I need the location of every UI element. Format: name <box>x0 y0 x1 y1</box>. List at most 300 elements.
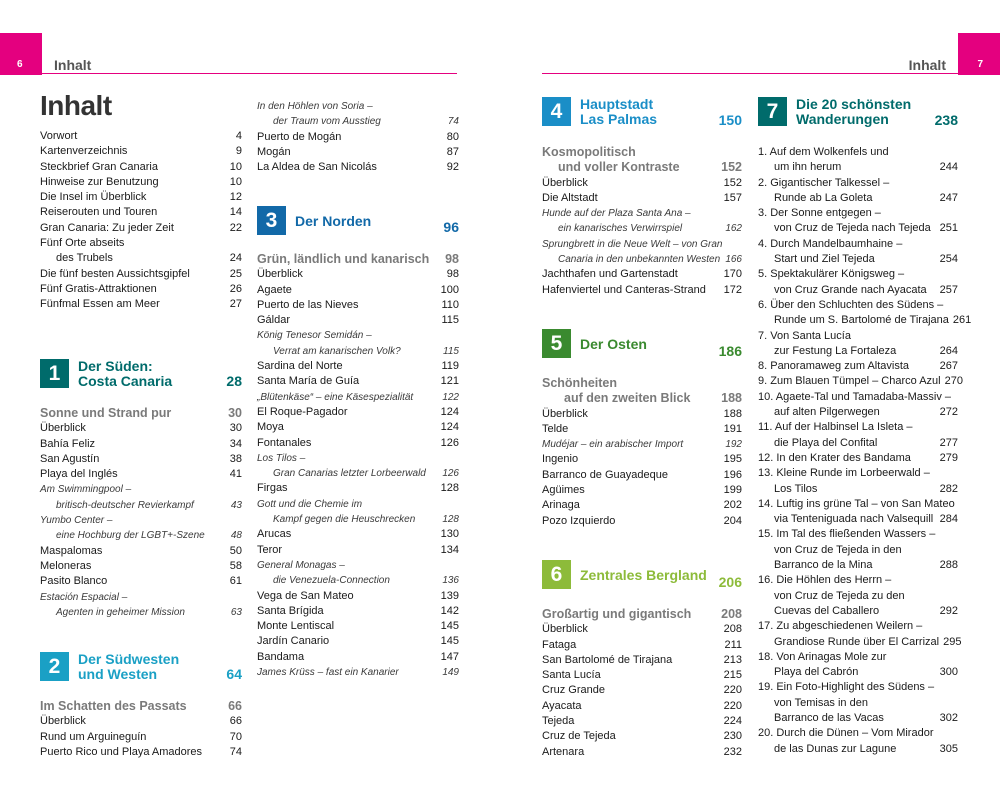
toc-entry-title: General Monagas – <box>257 559 345 571</box>
toc-entry-page: 188 <box>723 407 742 420</box>
toc-entry[interactable] <box>758 344 958 359</box>
toc-entry[interactable] <box>257 267 459 282</box>
chapter-4-page: 150 <box>718 112 742 128</box>
header-rule-left <box>41 73 457 74</box>
toc-entry-title: Gran Canarias letzter Lorbeerwald <box>273 468 426 480</box>
toc-entry[interactable] <box>758 527 958 542</box>
toc-entry-title: de las Dunas zur Lagune <box>774 742 897 755</box>
toc-entry-page: 30 <box>229 422 242 435</box>
toc-entry[interactable] <box>257 604 459 619</box>
chapter-2-heading[interactable] <box>40 652 242 682</box>
toc-entry[interactable] <box>542 237 742 252</box>
toc-entry-page: 58 <box>229 559 242 572</box>
toc-entry[interactable] <box>758 512 958 527</box>
toc-entry-title: Arucas <box>257 528 292 541</box>
toc-entry[interactable] <box>758 742 958 757</box>
toc-entry-page: 267 <box>939 360 958 373</box>
page-number-tab-left <box>0 33 42 75</box>
toc-entry-page: 300 <box>939 666 958 679</box>
toc-entry-page: 195 <box>723 453 742 466</box>
toc-entry-title: Ingenio <box>542 453 579 466</box>
toc-entry[interactable] <box>758 298 958 313</box>
toc-entry[interactable] <box>40 297 242 312</box>
toc-entry-page: 61 <box>229 575 242 588</box>
toc-entry[interactable] <box>758 650 958 665</box>
toc-entry[interactable] <box>257 405 459 420</box>
chapter-1-heading[interactable] <box>40 359 242 389</box>
toc-entry-page: 204 <box>723 514 742 527</box>
toc-entry-page: 152 <box>723 176 742 189</box>
toc-entry[interactable] <box>257 527 459 542</box>
toc-entry-page: 149 <box>442 667 459 679</box>
toc-entry[interactable] <box>542 699 742 714</box>
toc-entry[interactable] <box>257 497 459 512</box>
toc-entry[interactable] <box>257 589 459 604</box>
toc-entry[interactable] <box>257 543 459 558</box>
toc-entry-title: Runde ab La Goleta <box>774 191 873 204</box>
toc-entry-page: 80 <box>446 130 459 143</box>
chapter-5-subhead-page: 188 <box>721 391 742 406</box>
toc-entry-title: Jardín Canario <box>257 635 330 648</box>
toc-entry-title: zur Festung La Fortaleza <box>774 344 897 357</box>
chapter-2-list <box>40 699 242 760</box>
toc-entry[interactable] <box>40 129 242 144</box>
toc-entry[interactable] <box>758 665 958 680</box>
chapter-7-title-line1: Die 20 schönsten <box>796 96 912 112</box>
chapter-6-subhead[interactable] <box>542 607 742 622</box>
toc-entry[interactable] <box>542 422 742 437</box>
toc-entry[interactable] <box>40 175 242 190</box>
toc-entry[interactable] <box>758 420 958 435</box>
toc-entry[interactable] <box>257 344 459 359</box>
chapter-7-heading[interactable] <box>758 97 958 127</box>
toc-entry-page: 26 <box>229 282 242 295</box>
toc-entry-title: auf alten Pilgerwegen <box>774 406 880 419</box>
toc-entry-title: Fünf Orte abseits <box>40 237 125 250</box>
toc-entry-title: Puerto de las Nieves <box>257 298 359 311</box>
chapter-3-subhead[interactable] <box>257 252 459 267</box>
toc-entry[interactable] <box>40 498 242 513</box>
chapter-5-heading[interactable] <box>542 329 742 358</box>
toc-entry[interactable] <box>758 604 958 619</box>
toc-entry[interactable] <box>257 328 459 343</box>
toc-entry-title: 15. Im Tal des fließenden Wassers – <box>758 528 936 541</box>
chapter-4-subhead-line1: Kosmopolitisch <box>542 145 636 159</box>
toc-entry-title: Überblick <box>542 407 588 420</box>
toc-entry-page: 43 <box>230 499 242 511</box>
toc-entry[interactable] <box>758 436 958 451</box>
toc-entry[interactable] <box>542 483 742 498</box>
page-number-tab-right <box>958 33 1000 75</box>
toc-entry-title: Die fünf besten Aussichtsgipfel <box>40 267 190 280</box>
toc-entry[interactable] <box>758 726 958 741</box>
chapter-2-subhead[interactable] <box>40 699 242 714</box>
toc-entry-page: 10 <box>229 175 242 188</box>
toc-entry-page: 110 <box>441 298 459 311</box>
toc-entry[interactable] <box>542 191 742 206</box>
toc-entry[interactable] <box>257 130 459 145</box>
toc-entry-title: Pozo Izquierdo <box>542 514 616 527</box>
toc-entry[interactable] <box>758 237 958 252</box>
toc-entry[interactable] <box>40 144 242 159</box>
toc-entry[interactable] <box>542 221 742 236</box>
toc-entry[interactable] <box>40 482 242 497</box>
toc-entry[interactable] <box>257 481 459 496</box>
chapter-1-page: 28 <box>226 373 242 389</box>
toc-entry[interactable] <box>40 251 242 266</box>
toc-entry-title: Canaria in den unbekannten Westen <box>558 254 721 266</box>
chapter-6-heading[interactable] <box>542 560 742 589</box>
toc-entry-title: 14. Luftig ins grüne Tal – von San Mateo <box>758 497 955 510</box>
toc-entry-title: El Roque-Pagador <box>257 405 348 418</box>
toc-entry-title: die Playa del Confital <box>774 436 878 449</box>
toc-entry-page: 257 <box>939 283 958 296</box>
toc-entry[interactable] <box>40 205 242 220</box>
toc-entry-title: Firgas <box>257 482 288 495</box>
toc-entry-title: des Trubels <box>56 252 113 265</box>
toc-entry-page: 126 <box>440 436 459 449</box>
running-title-right: Inhalt <box>908 57 946 73</box>
toc-entry-title: 2. Gigantischer Talkessel – <box>758 176 890 189</box>
chapter-5-subhead[interactable] <box>542 376 742 407</box>
chapter-1-entries <box>40 421 242 620</box>
toc-entry[interactable] <box>542 714 742 729</box>
toc-entry-page: 24 <box>229 252 242 265</box>
toc-entry[interactable] <box>40 513 242 528</box>
toc-entry-page: 50 <box>229 544 242 557</box>
toc-entry[interactable] <box>758 635 962 650</box>
toc-entry-page: 199 <box>723 484 742 497</box>
toc-entry-page: 34 <box>229 437 242 450</box>
toc-entry-page: 305 <box>939 742 958 755</box>
toc-entry-title: Überblick <box>257 268 303 281</box>
chapter-3-entries <box>257 267 459 680</box>
toc-entry-title: James Krüss – fast ein Kanarier <box>257 667 399 679</box>
toc-entry[interactable] <box>40 730 242 745</box>
toc-entry-page: 145 <box>440 620 459 633</box>
chapter-4-title-line1: Hauptstadt <box>580 96 654 112</box>
toc-entry[interactable] <box>758 405 958 420</box>
toc-entry[interactable] <box>758 390 958 405</box>
toc-entry[interactable] <box>758 619 958 634</box>
toc-entry-title: Puerto de Mogán <box>257 130 342 143</box>
chapter-1-subhead[interactable] <box>40 406 242 421</box>
toc-entry[interactable] <box>758 374 963 389</box>
toc-entry[interactable] <box>40 221 242 236</box>
chapter-3-number: 3 <box>257 206 286 235</box>
toc-entry[interactable] <box>542 653 742 668</box>
toc-entry-page: 145 <box>440 635 459 648</box>
toc-entry-title: König Tenesor Semidán – <box>257 330 372 342</box>
toc-entry[interactable] <box>257 558 459 573</box>
toc-entry[interactable] <box>542 452 742 467</box>
toc-entry-page: 251 <box>939 222 958 235</box>
toc-entry[interactable] <box>40 528 242 543</box>
toc-entry-page: 284 <box>939 513 958 526</box>
toc-entry-title: Fontanales <box>257 436 312 449</box>
toc-entry[interactable] <box>40 714 242 729</box>
toc-entry[interactable] <box>758 206 958 221</box>
toc-entry[interactable] <box>40 190 242 205</box>
toc-entry-title: Meloneras <box>40 559 92 572</box>
toc-entry-title: Grandiose Runde über El Carrizal <box>774 635 940 648</box>
toc-entry[interactable] <box>542 638 742 653</box>
toc-entry-title: Playa del Cabrón <box>774 666 859 679</box>
toc-entry-page: 224 <box>723 715 742 728</box>
toc-entry[interactable] <box>40 236 242 251</box>
toc-entry[interactable] <box>542 206 742 221</box>
toc-entry[interactable] <box>542 252 742 267</box>
chapter-4-subhead-line2: und voller Kontraste <box>558 160 680 175</box>
toc-entry-page: 295 <box>943 635 962 648</box>
toc-entry-title: Teror <box>257 543 283 556</box>
toc-entry[interactable] <box>542 176 742 191</box>
toc-entry-title: Verrat am kanarischen Volk? <box>273 345 401 357</box>
toc-entry-page: 192 <box>725 439 742 451</box>
toc-entry-title: von Cruz de Tejeda nach Tejeda <box>774 222 931 235</box>
toc-entry[interactable] <box>257 451 459 466</box>
toc-entry-page: 38 <box>229 452 242 465</box>
toc-entry-title: Santa Brígida <box>257 604 324 617</box>
toc-entry-page: 247 <box>939 191 958 204</box>
chapter-4-list <box>542 145 742 298</box>
toc-entry-title: 11. Auf der Halbinsel La Isleta – <box>758 421 913 434</box>
toc-entry[interactable] <box>758 696 958 711</box>
toc-entry-page: 170 <box>723 268 742 281</box>
toc-entry-page: 196 <box>723 468 742 481</box>
toc-entry-title: um ihn herum <box>774 161 842 174</box>
toc-entry[interactable] <box>758 543 958 558</box>
toc-entry[interactable] <box>257 436 459 451</box>
toc-entry[interactable] <box>758 466 958 481</box>
toc-entry-title: Arinaga <box>542 499 580 512</box>
toc-entry[interactable] <box>758 482 958 497</box>
toc-entry[interactable] <box>758 711 958 726</box>
toc-entry-title: „Blütenkäse“ – eine Käsespezialität <box>257 391 414 403</box>
toc-entry[interactable] <box>40 267 242 282</box>
toc-entry[interactable] <box>257 283 459 298</box>
toc-entry[interactable] <box>758 267 958 282</box>
toc-entry[interactable] <box>257 99 459 114</box>
toc-entry[interactable] <box>257 359 459 374</box>
chapter-7-page: 238 <box>934 112 958 128</box>
toc-entry-page: 277 <box>939 436 958 449</box>
toc-entry-page: 122 <box>442 391 459 403</box>
chapter-5-entries <box>542 407 742 529</box>
chapter-6-page: 206 <box>718 574 742 590</box>
toc-entry-title: Ayacata <box>542 699 582 712</box>
toc-entry-title: Kartenverzeichnis <box>40 145 128 158</box>
chapter-1-subhead-page: 30 <box>228 406 242 420</box>
running-title-left: Inhalt <box>54 57 92 73</box>
toc-entry[interactable] <box>758 329 958 344</box>
toc-entry[interactable] <box>40 605 242 620</box>
toc-entry-title: von Cruz de Tejeda in den <box>774 543 902 556</box>
chapter-2-title-line1: Der Südwesten <box>78 651 180 667</box>
toc-entry[interactable] <box>758 176 958 191</box>
toc-entry-page: 208 <box>723 623 742 636</box>
toc-entry[interactable] <box>758 497 958 512</box>
toc-entry[interactable] <box>542 668 742 683</box>
toc-entry-title: 9. Zum Blauen Tümpel – Charco Azul <box>758 375 941 388</box>
toc-entry[interactable] <box>257 313 459 328</box>
toc-entry[interactable] <box>257 573 459 588</box>
toc-entry-title: Playa del Inglés <box>40 468 118 481</box>
toc-entry[interactable] <box>257 114 459 129</box>
chapter-4-heading[interactable] <box>542 97 742 127</box>
toc-entry[interactable] <box>542 514 742 529</box>
toc-entry[interactable] <box>40 421 242 436</box>
toc-entry-title: 5. Spektakulärer Königsweg – <box>758 268 905 281</box>
toc-entry[interactable] <box>758 160 958 175</box>
chapter-7-list <box>758 145 972 757</box>
toc-entry[interactable] <box>758 451 958 466</box>
toc-entry-title: von Cruz de Tejeda zu den <box>774 589 905 602</box>
toc-entry-page: 130 <box>440 528 459 541</box>
toc-entry-title: Cruz de Tejeda <box>542 730 616 743</box>
toc-entry[interactable] <box>40 574 242 589</box>
toc-entry[interactable] <box>758 283 958 298</box>
toc-entry[interactable] <box>542 498 742 513</box>
toc-entry[interactable] <box>758 680 958 695</box>
toc-entry-page: 66 <box>229 715 242 728</box>
toc-entry-page: 9 <box>235 145 242 158</box>
toc-entry-title: 7. Von Santa Lucía <box>758 329 851 342</box>
toc-entry[interactable] <box>40 437 242 452</box>
toc-entry[interactable] <box>542 437 742 452</box>
toc-entry-title: 12. In den Krater des Bandama <box>758 451 911 464</box>
toc-entry-title: In den Höhlen von Soria – <box>257 101 373 112</box>
toc-entry[interactable] <box>758 573 958 588</box>
toc-entry[interactable] <box>758 221 958 236</box>
chapter-6-subhead-page: 208 <box>721 607 742 621</box>
chapter-1-title-line2: Costa Canaria <box>78 373 173 389</box>
toc-entry-page: 230 <box>723 730 742 743</box>
chapter-6-subhead-text: Großartig und gigantisch <box>542 607 692 621</box>
chapter-5-subhead-line1: Schönheiten <box>542 376 618 390</box>
toc-entry-page: 124 <box>440 405 459 418</box>
toc-entry[interactable] <box>758 191 958 206</box>
toc-entry[interactable] <box>257 145 459 160</box>
toc-entry[interactable] <box>758 359 958 374</box>
toc-entry-title: 10. Agaete-Tal und Tamadaba-Massiv – <box>758 390 952 403</box>
toc-entry[interactable] <box>257 420 459 435</box>
toc-entry-title: Telde <box>542 422 569 435</box>
toc-entry-page: 270 <box>944 375 963 388</box>
toc-entry[interactable] <box>542 283 742 298</box>
toc-entry-page: 279 <box>939 451 958 464</box>
toc-entry[interactable] <box>257 665 459 680</box>
toc-entry-title: der Traum vom Ausstieg <box>273 116 381 128</box>
toc-entry-page: 27 <box>229 298 242 311</box>
toc-entry[interactable] <box>257 298 459 313</box>
chapter-3-subhead-page: 98 <box>445 252 459 266</box>
toc-entry[interactable] <box>542 468 742 483</box>
toc-entry[interactable] <box>542 622 742 637</box>
toc-entry[interactable] <box>542 729 742 744</box>
toc-entry-title: Sardina del Norte <box>257 360 343 373</box>
toc-entry-page: 213 <box>723 653 742 666</box>
chapter-3-heading[interactable] <box>257 206 459 235</box>
chapter-7-number: 7 <box>758 97 787 126</box>
toc-entry-page: 87 <box>446 145 459 158</box>
toc-entry-page: 302 <box>939 711 958 724</box>
toc-entry-title: Mudéjar – ein arabischer Import <box>542 439 684 451</box>
toc-entry[interactable] <box>758 589 958 604</box>
toc-entry[interactable] <box>40 467 242 482</box>
toc-entry-title: Vorwort <box>40 130 78 142</box>
toc-entry[interactable] <box>40 452 242 467</box>
toc-entry[interactable] <box>257 619 459 634</box>
toc-entry[interactable] <box>257 650 459 665</box>
toc-entry-title: 19. Ein Foto-Highlight des Südens – <box>758 681 935 694</box>
toc-entry-page: 25 <box>229 267 242 280</box>
toc-entry[interactable] <box>758 252 958 267</box>
toc-entry[interactable] <box>40 160 242 175</box>
toc-entry-page: 4 <box>235 130 242 142</box>
toc-entry-title: 8. Panoramaweg zum Altavista <box>758 360 910 373</box>
toc-entry[interactable] <box>257 512 459 527</box>
toc-entry[interactable] <box>758 145 958 160</box>
toc-entry[interactable] <box>40 544 242 559</box>
chapter-1-number: 1 <box>40 359 69 388</box>
toc-entry-page: 220 <box>723 684 742 697</box>
chapter-7-title-line2: Wanderungen <box>796 111 889 127</box>
chapter-6-number: 6 <box>542 560 571 589</box>
page-number-left: 6 <box>17 59 23 70</box>
toc-entry-title: Agenten in geheimer Mission <box>56 606 185 618</box>
chapter-2-title-line2: und Westen <box>78 666 158 682</box>
toc-entry-title: 17. Zu abgeschiedenen Weilern – <box>758 620 923 633</box>
toc-entry-title: 1. Auf dem Wolkenfels und <box>758 146 889 158</box>
toc-entry[interactable] <box>40 282 242 297</box>
toc-entry-page: 115 <box>441 314 459 327</box>
toc-entry[interactable] <box>542 407 742 422</box>
toc-entry[interactable] <box>542 267 742 282</box>
toc-entry-page: 121 <box>440 375 459 388</box>
chapter-4-number: 4 <box>542 97 571 126</box>
toc-entry-page: 128 <box>440 482 459 495</box>
toc-entry-page: 139 <box>440 589 459 602</box>
toc-entry[interactable] <box>257 374 459 389</box>
toc-entry[interactable] <box>758 313 972 328</box>
chapter-6-title-line1: Zentrales Bergland <box>580 567 707 583</box>
toc-entry[interactable] <box>758 558 958 573</box>
chapter-4-subhead-page: 152 <box>721 160 742 175</box>
toc-entry[interactable] <box>542 683 742 698</box>
toc-entry-title: Überblick <box>40 422 86 435</box>
toc-entry-title: Kampf gegen die Heuschrecken <box>273 514 416 526</box>
toc-entry-page: 220 <box>723 699 742 712</box>
toc-entry[interactable] <box>257 634 459 649</box>
toc-entry[interactable] <box>40 745 242 760</box>
toc-entry[interactable] <box>257 390 459 405</box>
toc-entry[interactable] <box>257 160 459 175</box>
toc-entry-page: 136 <box>442 575 459 587</box>
toc-entry[interactable] <box>40 590 242 605</box>
toc-entry-title: Vega de San Mateo <box>257 589 354 602</box>
toc-entry-title: Überblick <box>542 623 588 636</box>
toc-entry[interactable] <box>257 466 459 481</box>
toc-entry[interactable] <box>542 745 742 760</box>
toc-entry[interactable] <box>40 559 242 574</box>
page-title: Inhalt <box>40 90 112 121</box>
chapter-4-subhead[interactable] <box>542 145 742 176</box>
toc-entry-title: Hunde auf der Plaza Santa Ana – <box>542 208 691 220</box>
toc-entry-title: Pasito Blanco <box>40 575 108 588</box>
toc-entry-page: 261 <box>952 314 972 327</box>
toc-entry-page: 70 <box>229 730 242 743</box>
